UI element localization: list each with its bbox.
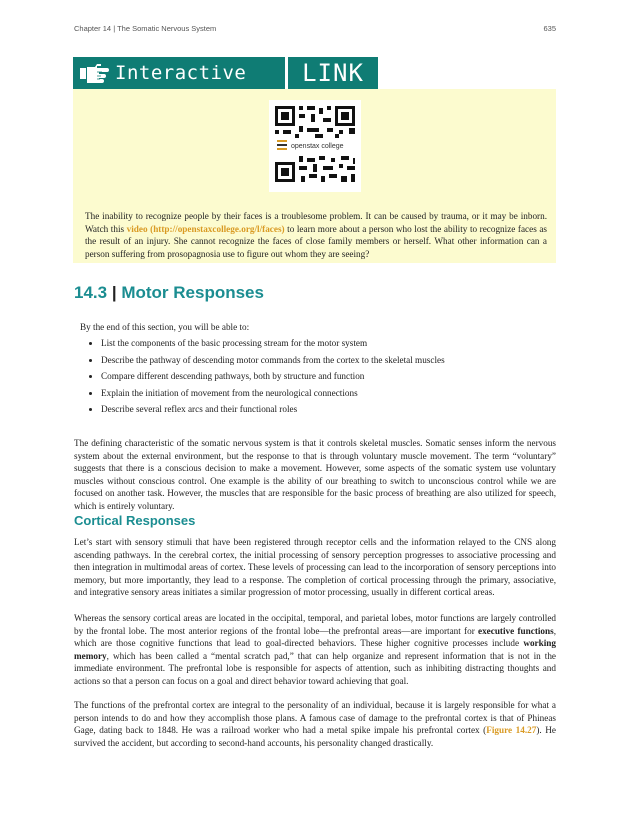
- interactive-link-banner: [73, 57, 378, 89]
- objectives-intro: By the end of this section, you will be able to:: [80, 322, 250, 332]
- objective-item: • List the components of the basic processing stream for the motor system: [101, 338, 550, 349]
- figure-link[interactable]: Figure 14.27: [486, 725, 537, 736]
- learning-objectives: [80, 322, 550, 421]
- pointing-hand-icon: [79, 62, 109, 84]
- paragraph-cortical: Let’s start with sensory stimuli that have been registered through receptor cells and the information relayed to the CNS along ascending pathways. In the cerebral cortex, the initial processing of sensory perception progresses to associative processing and then integration in multimodal areas of cortex. These levels of processing can lead to the incorporation of sensory perceptions into memory, but more importantly, they lead to a response. The completion of cortical processing through the primary, associative, and integrative sensory areas initiates a similar progression of motor processing, usually in different cortical areas.: [74, 537, 556, 598]
- banner-interactive: Interactive: [115, 62, 247, 84]
- page-header: [74, 24, 556, 33]
- section-name: Motor Responses: [121, 283, 264, 302]
- objective-item: • Describe several reflex arcs and their functional roles: [101, 404, 550, 415]
- section-title: [74, 283, 264, 303]
- term-working-memory: working memory: [74, 638, 556, 661]
- qr-code[interactable]: [269, 100, 361, 192]
- objective-item: • Explain the initiation of movement from the neurological connections: [101, 388, 550, 399]
- paragraph-intro: The defining characteristic of the somatic nervous system is that it controls skeletal muscles. Somatic senses inform the nervous system about the external environment, but the response to that is through voluntary muscle movement. The term “voluntary” suggests that there is a conscious decision to make a movement. However, some aspects of the somatic system use voluntary muscles without conscious control. One example is the ability of our breathing to switch to unconscious control while we are focused on another task. However, the muscles that are responsible for the basic process of breathing are also utilized for speech, which is entirely voluntary.: [74, 438, 556, 511]
- qr-caption: openstax college: [291, 143, 344, 150]
- chapter-title: Chapter 14 | The Somatic Nervous System: [74, 24, 217, 33]
- paragraph-frontal: Whereas the sensory cortical areas are located in the occipital, temporal, and parietal lobes, motor functions are largely controlled by the frontal lobe. The most anterior regions of the frontal lobe—the prefrontal areas—are important for executive functions, which are those cognitive functions that lead to goal-directed behaviors. These higher cognitive processes include working memory, which has been called a “mental scratch pad,” that can help organize and represent information that is not in the immediate environment. The prefrontal lobe is responsible for aspects of attention, such as inhibiting distracting thoughts and actions so that a person can focus on a goal and direct behavior toward achieving that goal.: [74, 613, 557, 686]
- video-link[interactable]: video (http://openstaxcollege.org/l/faces): [126, 223, 285, 234]
- subsection-title: Cortical Responses: [74, 513, 196, 528]
- section-separator: |: [111, 283, 117, 302]
- qr-code-icon: [269, 100, 361, 192]
- banner-link: LINK: [288, 57, 378, 89]
- interactive-box-text: The inability to recognize people by their faces is a troublesome problem. It can be caused by trauma, or it may be inborn. Watch this video (http://openstaxcollege.org/l/faces) to learn more about a person who lost the ability to recognize faces as the result of an injury. She cannot recognize the faces of close family members or herself. What other information can a person suffering from prosopagnosia use to figure out whom they are seeing?: [85, 211, 547, 259]
- term-executive-functions: executive functions: [478, 625, 554, 636]
- objectives-list: [80, 338, 550, 415]
- objective-item: • Describe the pathway of descending motor commands from the cortex to the skeletal muscles: [101, 355, 550, 366]
- page-number: 635: [543, 24, 556, 33]
- objective-item: • Compare different descending pathways, both by structure and function: [101, 371, 550, 382]
- paragraph-prefrontal: The functions of the prefrontal cortex are integral to the personality of an individual, because it is largely responsible for what a person intends to do and how they accomplish those plans. A famous case of damage to the prefrontal cortex is that of Phineas Gage, dating back to 1848. He was a railroad worker who had a metal spike impale his prefrontal cortex (Figure 14.27). He survived the accident, but according to second-hand accounts, his personality changed drastically.: [74, 700, 556, 748]
- section-number: 14.3: [74, 283, 108, 302]
